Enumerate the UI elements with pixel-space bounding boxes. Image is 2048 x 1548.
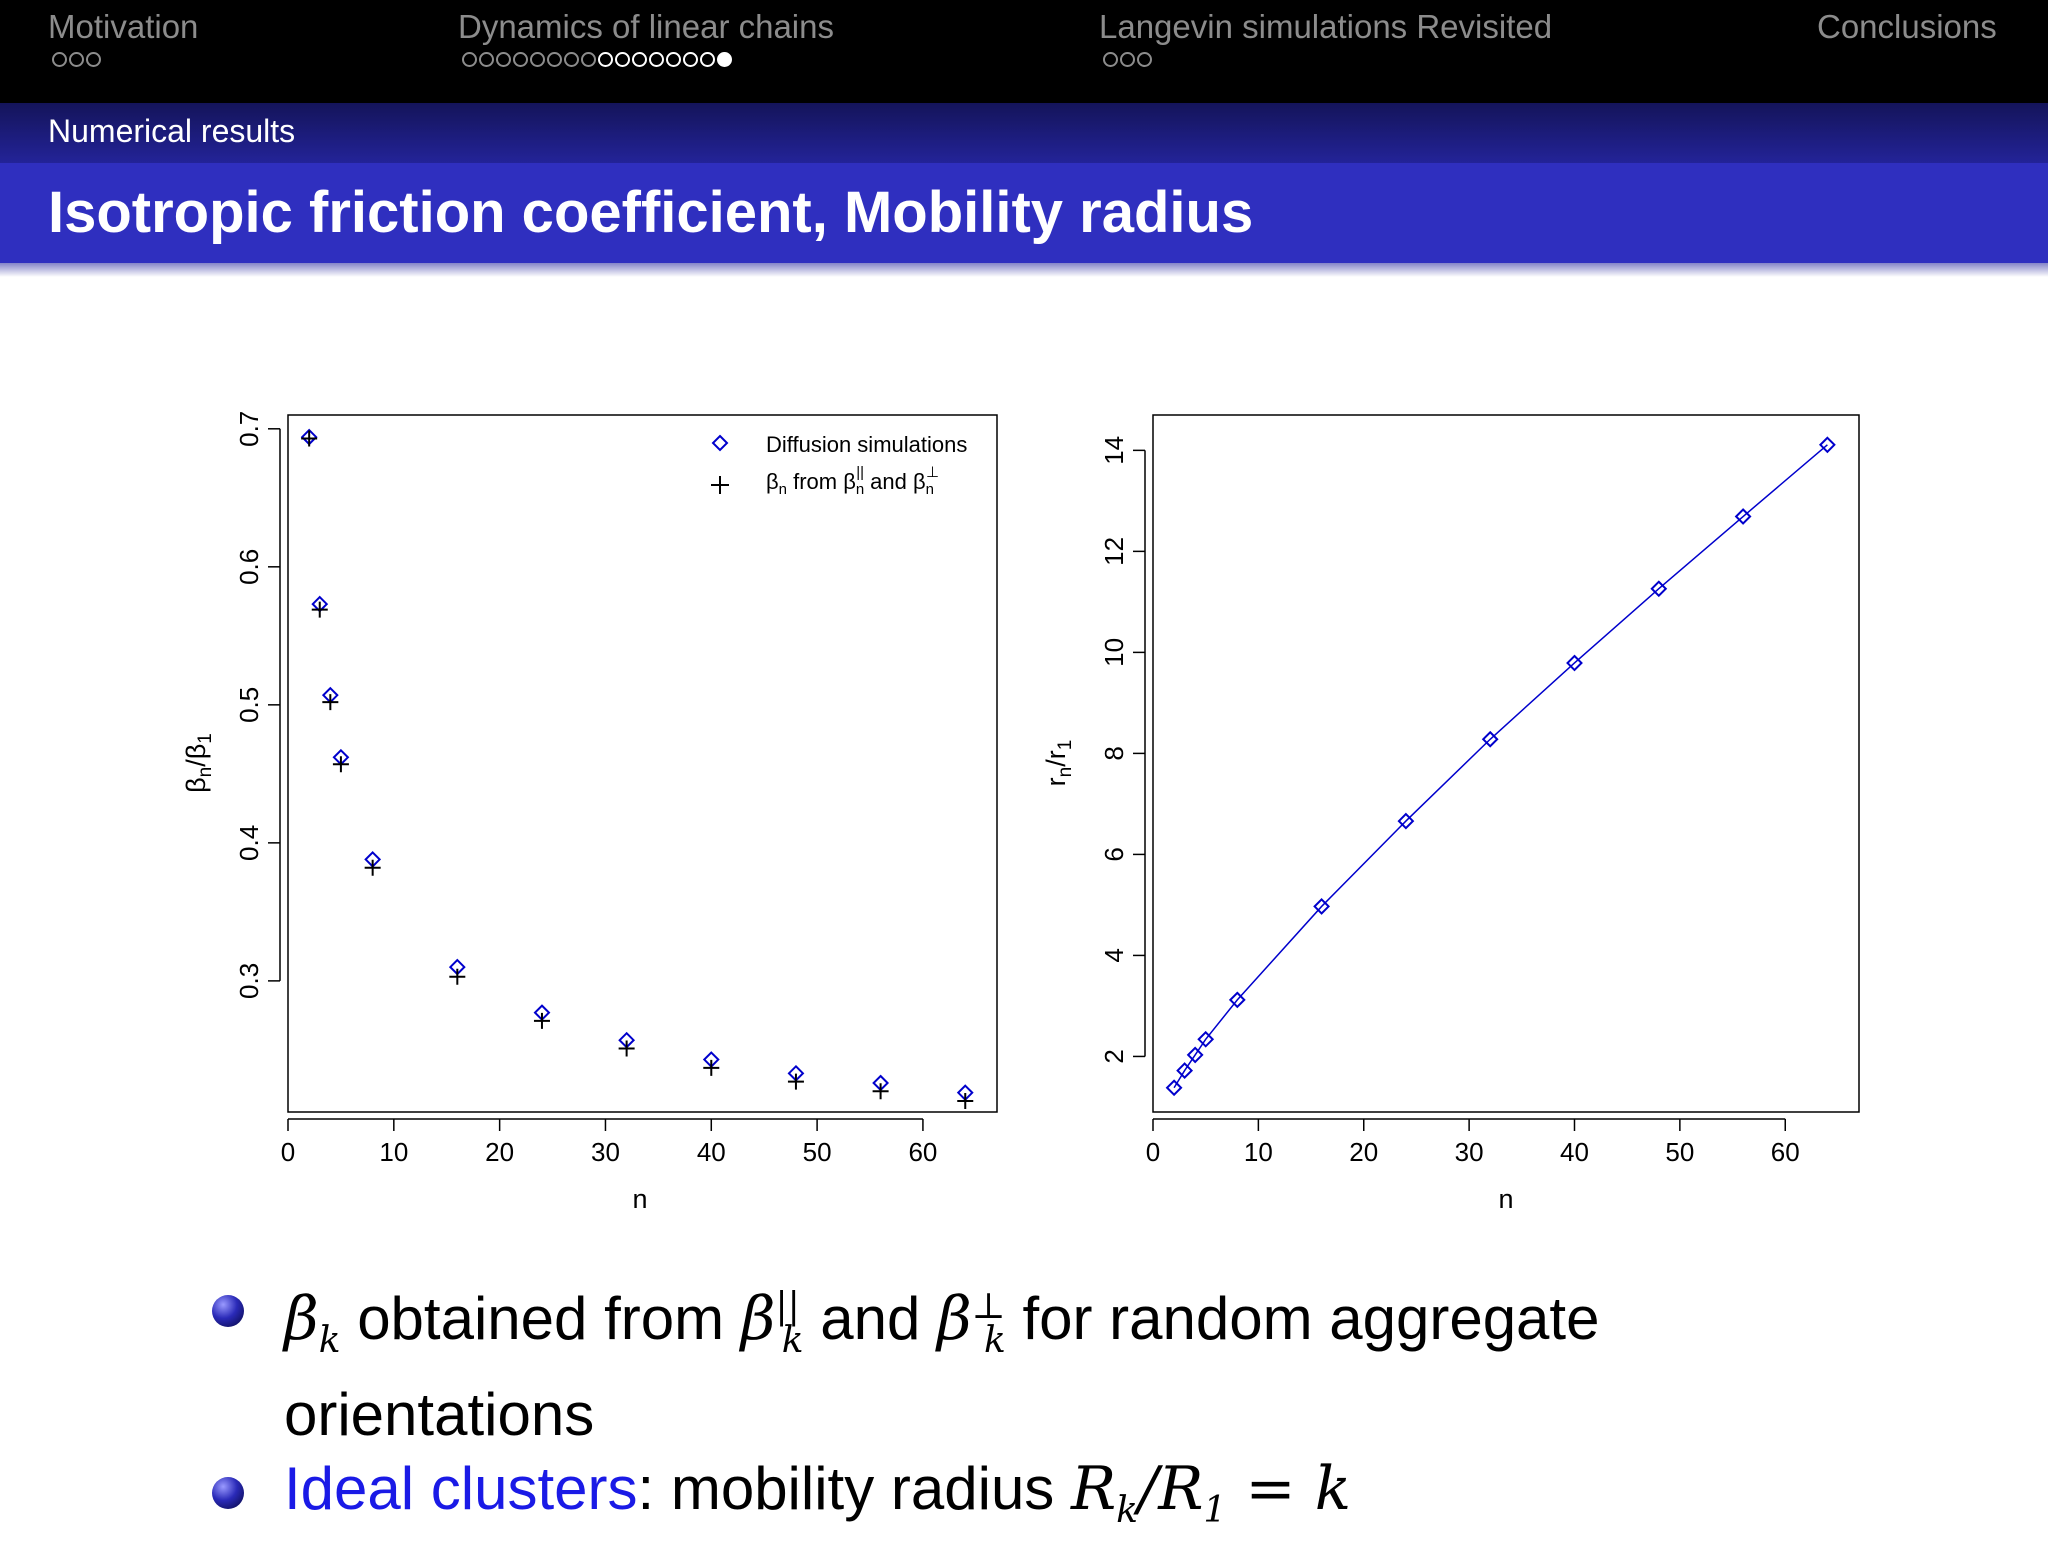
y-tick-label: 0.6 — [234, 548, 264, 585]
y-axis-label: $\beta_n/\beta_1$ — [181, 733, 216, 793]
legend-plus-marker — [711, 476, 729, 494]
x-axis-label: n — [1498, 1184, 1514, 1214]
y-axis-label: $r_n/r_1$ — [1041, 739, 1076, 787]
nav-dot[interactable] — [649, 52, 664, 67]
x-tick-label: 10 — [379, 1137, 409, 1167]
nav-dot[interactable] — [530, 52, 545, 67]
nav-dot[interactable] — [1103, 52, 1118, 67]
nav-dot[interactable] — [513, 52, 528, 67]
legend-diamond-marker — [713, 436, 727, 450]
nav-dot[interactable] — [496, 52, 511, 67]
y-tick-label: 0.7 — [234, 410, 264, 447]
y-tick-label: 6 — [1099, 847, 1129, 862]
nav-dot[interactable] — [69, 52, 84, 67]
subsection-title: Numerical results — [48, 113, 296, 149]
nav-dot[interactable] — [666, 52, 681, 67]
x-tick-label: 50 — [802, 1137, 832, 1167]
nav-dot[interactable] — [632, 52, 647, 67]
ideal-clusters-highlight: Ideal clusters — [284, 1455, 638, 1522]
nav-section-langevin[interactable]: Langevin simulations Revisited — [1099, 8, 1553, 45]
y-tick-label: 0.3 — [234, 962, 264, 999]
nav-dots-langevin — [1103, 52, 1152, 67]
x-tick-label: 20 — [485, 1137, 515, 1167]
nav-dot[interactable] — [615, 52, 630, 67]
legend-label-diffusion: Diffusion simulations — [766, 432, 968, 457]
nav-dot[interactable] — [598, 52, 613, 67]
x-axis-label: n — [632, 1184, 648, 1214]
nav-dots-dynamics — [462, 52, 732, 67]
x-tick-label: 10 — [1243, 1137, 1273, 1167]
nav-dot[interactable] — [717, 52, 732, 67]
title-bar — [0, 163, 2048, 263]
y-tick-label: 12 — [1099, 536, 1129, 566]
nav-dot[interactable] — [1137, 52, 1152, 67]
plus-point — [449, 969, 465, 985]
title-shadow — [0, 263, 2048, 277]
legend — [711, 432, 967, 498]
plus-point — [301, 430, 317, 446]
nav-dot[interactable] — [581, 52, 596, 67]
y-tick-label: 2 — [1099, 1049, 1129, 1064]
nav-dot[interactable] — [564, 52, 579, 67]
nav-dot[interactable] — [683, 52, 698, 67]
x-tick-label: 30 — [1454, 1137, 1484, 1167]
x-tick-label: 30 — [591, 1137, 620, 1167]
nav-dot[interactable] — [462, 52, 477, 67]
series-line — [1174, 445, 1827, 1088]
x-tick-label: 40 — [1560, 1137, 1589, 1167]
y-tick-label: 0.4 — [234, 824, 264, 861]
nav-dot[interactable] — [52, 52, 67, 67]
bullet-ball-icon — [212, 1295, 244, 1327]
bullet-item-friction: $\beta_k$ obtained from $\beta^{||}_k$ and $\beta^\perp_k$ for random aggregate orientations — [210, 1270, 1990, 1452]
plot-frame — [288, 415, 997, 1112]
nav-section-conclusions[interactable]: Conclusions — [1817, 8, 1997, 45]
bullet-list — [210, 1270, 1990, 1548]
x-tick-label: 0 — [1145, 1137, 1161, 1167]
bullet-item-ideal-clusters: Ideal clusters: mobility radius $R_k/R_1 = k$ — [210, 1452, 1990, 1548]
nav-dot[interactable] — [479, 52, 494, 67]
plot-frame — [1153, 415, 1859, 1112]
y-tick-label: 14 — [1099, 435, 1129, 465]
slide-title: Isotropic friction coefficient, Mobility radius — [48, 180, 1254, 245]
x-tick-label: 0 — [280, 1137, 296, 1167]
nav-dot[interactable] — [86, 52, 101, 67]
navigation-bar — [0, 0, 2048, 103]
mobility-radius-chart — [1020, 395, 1900, 1235]
x-tick-label: 50 — [1665, 1137, 1695, 1167]
x-tick-label: 60 — [908, 1137, 938, 1167]
friction-coefficient-chart — [160, 395, 1020, 1235]
nav-dot[interactable] — [700, 52, 715, 67]
y-tick-label: 0.5 — [234, 686, 264, 723]
nav-dot[interactable] — [547, 52, 562, 67]
x-tick-label: 40 — [696, 1137, 726, 1167]
y-tick-label: 8 — [1099, 746, 1129, 761]
diamond-point — [1167, 1081, 1181, 1095]
nav-section-dynamics[interactable]: Dynamics of linear chains — [458, 8, 834, 45]
x-tick-label: 60 — [1770, 1137, 1800, 1167]
legend-label-beta: $\beta_n$ from $\beta_n||$ and $\beta_n\perp$ — [766, 464, 940, 498]
nav-section-motivation[interactable]: Motivation — [48, 8, 199, 45]
y-tick-label: 4 — [1099, 948, 1129, 963]
nav-dots-motivation — [52, 52, 101, 67]
nav-dot[interactable] — [1120, 52, 1135, 67]
bullet-ball-icon — [212, 1477, 244, 1509]
x-tick-label: 20 — [1349, 1137, 1379, 1167]
y-tick-label: 10 — [1099, 637, 1129, 667]
subsection-bar — [0, 103, 2048, 163]
